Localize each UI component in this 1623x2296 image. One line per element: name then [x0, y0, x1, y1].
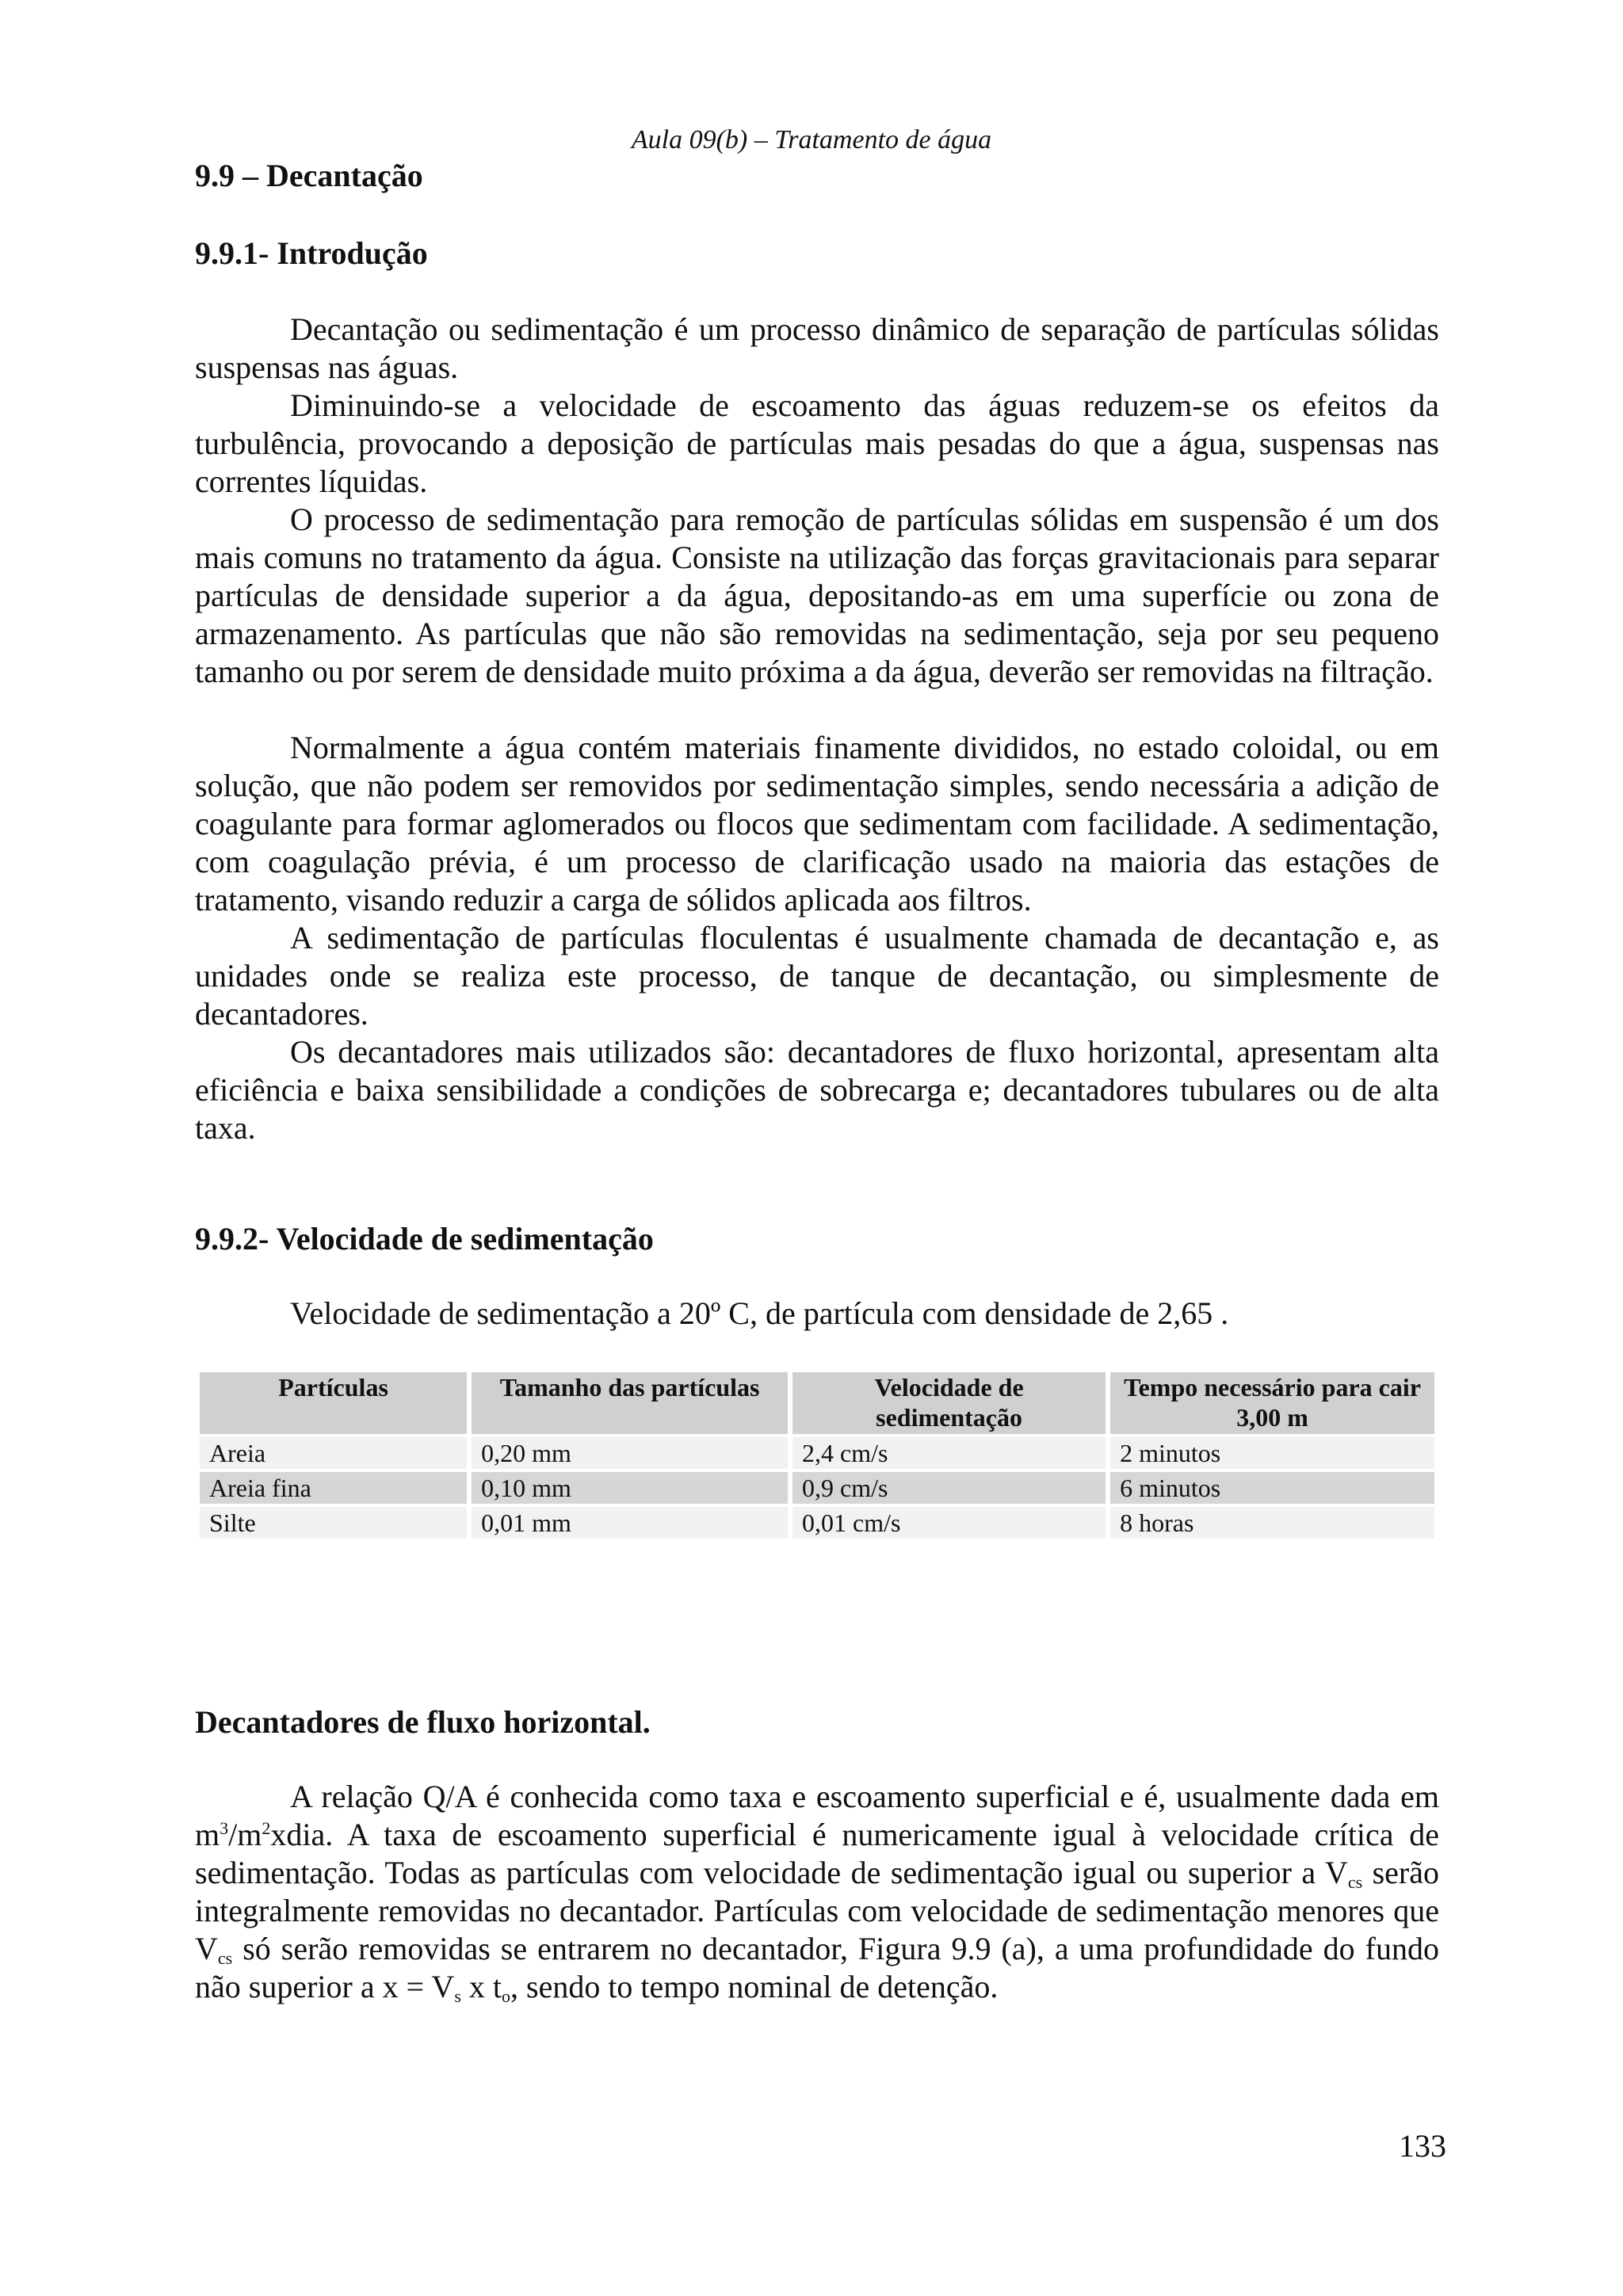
table-cell: 0,01 cm/s	[792, 1507, 1106, 1539]
text-run: , sendo to tempo nominal de detenção.	[510, 1969, 999, 2004]
intro-paragraph: Diminuindo-se a velocidade de escoamento das águas reduzem-se os efeitos da turbulência, provocando a deposição de partículas mais pesadas do que a água, suspensas nas correntes líquidas.	[195, 387, 1439, 499]
velocity-heading: 9.9.2- Velocidade de sedimentação	[195, 1221, 654, 1257]
text-run: /m	[228, 1817, 262, 1852]
table-cell: 0,01 mm	[472, 1507, 788, 1539]
intro-paragraph: Os decantadores mais utilizados são: decantadores de fluxo horizontal, apresentam alta eficiência e baixa sensibilidade a condições de sobrecarga e; decantadores tubulares ou de alta taxa.	[195, 1034, 1439, 1146]
intro-heading: 9.9.1- Introdução	[195, 235, 428, 271]
velocity-lead: Velocidade de sedimentação a 20º C, de partícula com densidade de 2,65 .	[290, 1295, 1229, 1331]
running-header: Aula 09(b) – Tratamento de água	[631, 125, 992, 154]
horizontal-paragraph	[195, 1778, 1439, 2006]
table-header-cell: Partículas	[200, 1372, 467, 1434]
table-cell: 6 minutos	[1110, 1472, 1434, 1504]
text-run: x t	[460, 1969, 502, 2004]
subscript: o	[502, 1986, 510, 2006]
table-row	[200, 1437, 1434, 1469]
table-header-row	[200, 1372, 1434, 1434]
table-cell: 0,10 mm	[472, 1472, 788, 1504]
section-title: 9.9 – Decantação	[195, 158, 423, 193]
text-run: serão integralmente removidas no decantador. Partículas com velocidade de sedimentação menores que V	[195, 1855, 1439, 1966]
horizontal-heading: Decantadores de fluxo horizontal.	[195, 1704, 651, 1740]
intro-paragraph: O processo de sedimentação para remoção de partículas sólidas em suspensão é um dos mais comuns no tratamento da água. Consiste na utilização das forças gravitacionais para separar partículas de densidade superior a da água, depositando-as em uma superfície ou zona de armazenamento. As partículas que não são removidas na sedimentação, seja por seu pequeno tamanho ou por serem de densidade muito próxima a da água, deverão ser removidas na filtração.	[195, 502, 1439, 689]
table-cell: 8 horas	[1110, 1507, 1434, 1539]
text-run: A relação Q/A é conhecida como taxa e escoamento superficial e é, usualmente dada em m	[195, 1779, 1439, 1852]
table-header-cell: Tamanho das partículas	[472, 1372, 788, 1434]
table-header-cell: Velocidade de sedimentação	[792, 1372, 1106, 1434]
table-row	[200, 1507, 1434, 1539]
subscript: cs	[217, 1948, 233, 1968]
intro-paragraph: Normalmente a água contém materiais finamente divididos, no estado coloidal, ou em solução, que não podem ser removidos por sedimentação simples, sendo necessária a adição de coagulante para formar aglomerados ou flocos que sedimentam com facilidade. A sedimentação, com coagulação prévia, é um processo de clarificação usado na maioria das estações de tratamento, visando reduzir a carga de sólidos aplicada aos filtros.	[195, 730, 1439, 917]
subscript: s	[454, 1986, 461, 2006]
table-row	[200, 1472, 1434, 1504]
table-cell: 0,9 cm/s	[792, 1472, 1106, 1504]
sedimentation-table	[195, 1369, 1439, 1542]
intro-paragraph: Decantação ou sedimentação é um processo dinâmico de separação de partículas sólidas suspensas nas águas.	[195, 311, 1439, 385]
intro-paragraph: A sedimentação de partículas floculentas é usualmente chamada de decantação e, as unidades onde se realiza este processo, de tanque de decantação, ou simplesmente de decantadores.	[195, 920, 1439, 1032]
page-number: 133	[1399, 2128, 1446, 2164]
text-run: xdia. A taxa de escoamento superficial é numericamente igual à velocidade crítica de sedimentação. Todas as partículas com velocidade de sedimentação igual ou superior a V	[195, 1817, 1439, 1890]
table-header-cell: Tempo necessário para cair 3,00 m	[1110, 1372, 1434, 1434]
table-cell: 2 minutos	[1110, 1437, 1434, 1469]
subscript: cs	[1347, 1872, 1363, 1892]
table-cell: 2,4 cm/s	[792, 1437, 1106, 1469]
table-cell: Silte	[200, 1507, 467, 1539]
superscript: 3	[220, 1818, 229, 1838]
superscript: 2	[262, 1818, 271, 1838]
table-cell: 0,20 mm	[472, 1437, 788, 1469]
text-run: só serão removidas se entrarem no decantador, Figura 9.9 (a), a uma profundidade do fundo não superior a x = V	[195, 1931, 1439, 2004]
table-cell: Areia fina	[200, 1472, 467, 1504]
table-cell: Areia	[200, 1437, 467, 1469]
